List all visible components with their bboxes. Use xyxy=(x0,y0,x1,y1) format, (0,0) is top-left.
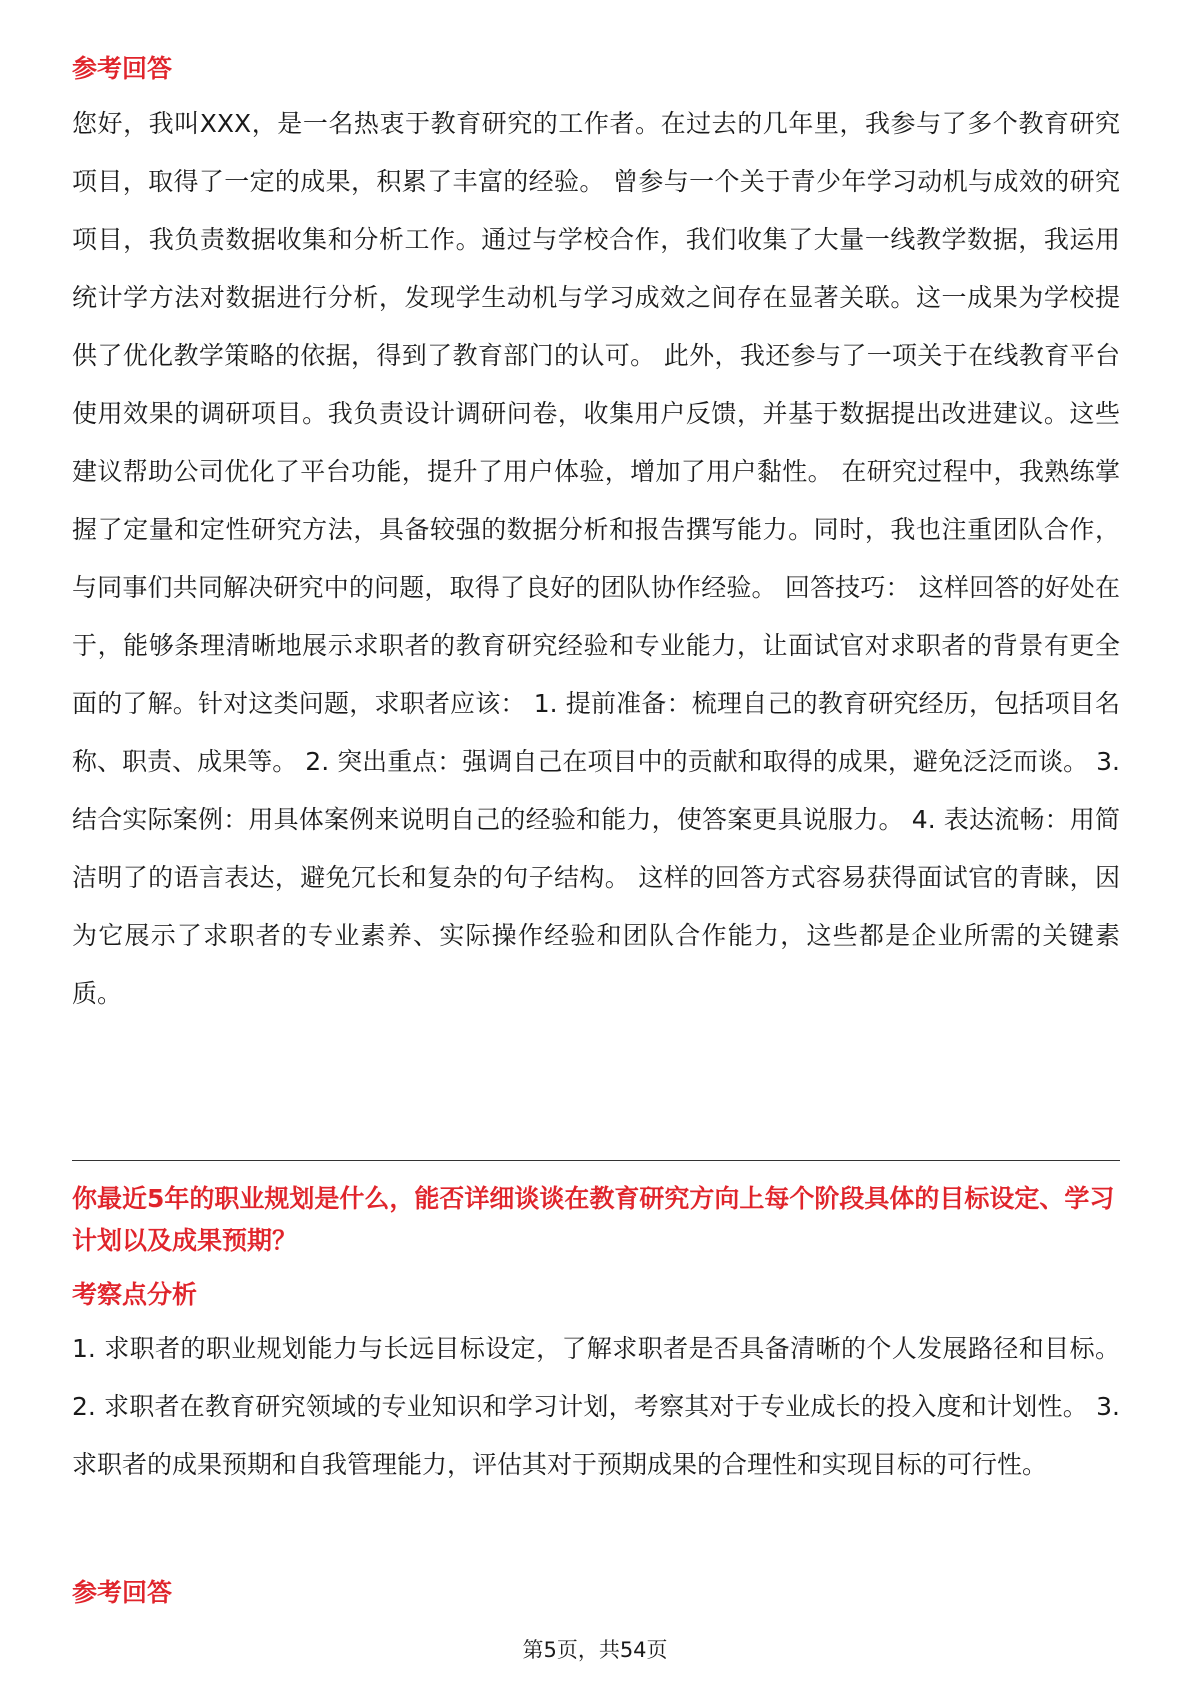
answer-paragraph: 您好，我叫XXX，是一名热衷于教育研究的工作者。在过去的几年里，我参与了多个教育研究项目，取得了一定的成果，积累了丰富的经验。 曾参与一个关于青少年学习动机与成效的研究项目，我负责数据收集和分析工作。通过与学校合作，我们收集了大量一线教学数据，我运用统计学方法对数据进行分析，发现学生动机与学习成效之间存在显著关联。这一成果为学校提供了优化教学策略的依据，得到了教育部门的认可。 此外，我还参与了一项关于在线教育平台使用效果的调研项目。我负责设计调研问卷，收集用户反馈，并基于数据提出改进建议。这些建议帮助公司优化了平台功能，提升了用户体验，增加了用户黏性。 在研究过程中，我熟练掌握了定量和定性研究方法，具备较强的数据分析和报告撰写能力。同时，我也注重团队合作，与同事们共同解决研究中的问题，取得了良好的团队协作经验。 回答技巧： 这样回答的好处在于，能够条理清晰地展示求职者的教育研究经验和专业能力，让面试官对求职者的背景有更全面的了解。针对这类问题，求职者应该： 1. 提前准备：梳理自己的教育研究经历，包括项目名称、职责、成果等。 2. 突出重点：强调自己在项目中的贡献和取得的成果，避免泛泛而谈。 3. 结合实际案例：用具体案例来说明自己的经验和能力，使答案更具说服力。 4. 表达流畅：用简洁明了的语言表达，避免冗长和复杂的句子结构。 这样的回答方式容易获得面试官的青睐，因为它展示了求职者的专业素养、实际操作经验和团队合作能力，这些都是企业所需的关键素质。 xyxy=(72,109,1120,1008)
interview-question: 你最近5年的职业规划是什么，能否详细谈谈在教育研究方向上每个阶段具体的目标设定、学习计划以及成果预期？ xyxy=(72,1184,1115,1255)
answer-heading: 参考回答 xyxy=(72,54,173,83)
analysis-heading: 考察点分析 xyxy=(72,1280,198,1309)
answer-heading-next: 参考回答 xyxy=(72,1578,173,1607)
section-divider xyxy=(72,1160,1120,1161)
analysis-paragraph: 1. 求职者的职业规划能力与长远目标设定，了解求职者是否具备清晰的个人发展路径和目标。 2. 求职者在教育研究领域的专业知识和学习计划，考察其对于专业成长的投入度和计划性。 3. 求职者的成果预期和自我管理能力，评估其对于预期成果的合理性和实现目标的可行性。 xyxy=(72,1334,1120,1479)
page-number-footer: 第5页，共54页 xyxy=(522,1638,668,1662)
